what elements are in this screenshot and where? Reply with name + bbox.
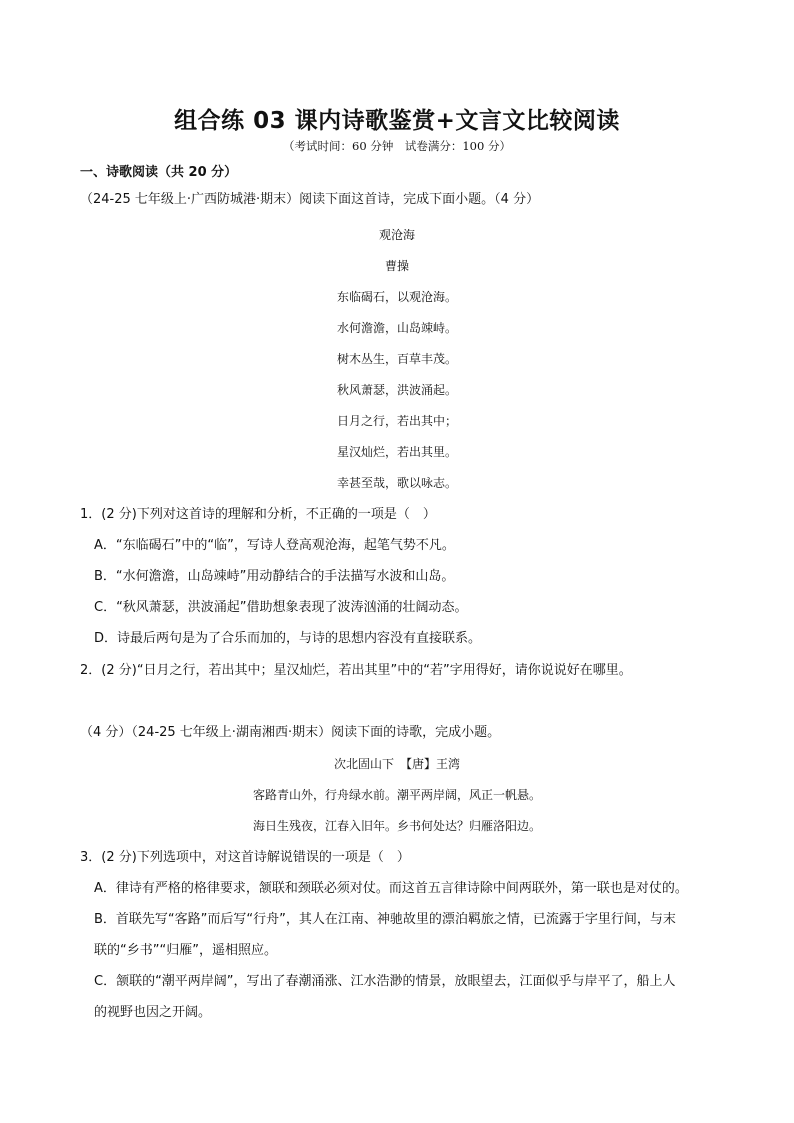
document-title: 组合练 03 课内诗歌鉴赏+文言文比较阅读 — [174, 108, 620, 134]
poem1-line: 树木丛生，百草丰茂。 — [336, 352, 457, 366]
question-3-option-c-cont: 的视野也因之开阔。 — [94, 1005, 212, 1020]
question-3-option-c: C．颔联的“潮平两岸阔”，写出了春潮涌涨、江水浩渺的情景，放眼望去，江面似乎与岸平了，船上人 — [94, 974, 676, 989]
question-3-option-b-cont: 联的“乡书”“归雁”，遥相照应。 — [94, 943, 277, 958]
poem1-title: 观沧海 — [378, 228, 415, 242]
poem1-line: 东临碣石，以观沧海。 — [336, 290, 457, 304]
question-1-option-b: B．“水何澹澹，山岛竦峙”用动静结合的手法描写水波和山岛。 — [94, 569, 455, 584]
poem1-line: 秋风萧瑟，洪波涌起。 — [336, 383, 457, 397]
question-1-option-d: D．诗最后两句是为了合乐而加的，与诗的思想内容没有直接联系。 — [94, 631, 482, 646]
poem1-line: 星汉灿烂，若出其里。 — [336, 445, 457, 459]
poem2-line: 海日生残夜，江春入旧年。乡书何处达？归雁洛阳边。 — [252, 819, 541, 833]
question-1-stem: 1．(2 分)下列对这首诗的理解和分析，不正确的一项是（ ） — [80, 507, 436, 522]
poem1-line: 幸甚至哉，歌以咏志。 — [336, 476, 457, 490]
question-2-stem: 2．(2 分)“日月之行，若出其中；星汉灿烂，若出其里”中的“若”字用得好，请你说说好在哪里。 — [80, 663, 632, 678]
poem1-line: 水何澹澹，山岛竦峙。 — [336, 321, 457, 335]
document-subtitle: （考试时间：60 分钟 试卷满分：100 分） — [283, 139, 511, 153]
question-3-stem: 3．(2 分)下列选项中，对这首诗解说错误的一项是（ ） — [80, 850, 410, 865]
poem1-line: 日月之行，若出其中； — [336, 414, 457, 428]
question-3-option-b: B．首联先写“客路”而后写“行舟”，其人在江南、神驰故里的漂泊羁旅之情，已流露于字里行间，与末 — [94, 912, 676, 927]
question-1-option-c: C．“秋风萧瑟，洪波涌起”借助想象表现了波涛汹涌的壮阔动态。 — [94, 600, 468, 615]
question-1-option-a: A．“东临碣石”中的“临”，写诗人登高观沧海，起笔气势不凡。 — [94, 538, 455, 553]
question-3-option-a: A．律诗有严格的格律要求，颔联和颈联必须对仗。而这首五言律诗除中间两联外，第一联也是对仗的。 — [94, 881, 688, 896]
section1-intro: （24-25 七年级上·广西防城港·期末）阅读下面这首诗，完成下面小题。（4 分） — [80, 192, 540, 207]
section2-intro: （4 分）（24-25 七年级上·湖南湘西·期末）阅读下面的诗歌，完成小题。 — [80, 725, 501, 740]
poem1-author: 曹操 — [384, 259, 409, 273]
poem2-line: 客路青山外，行舟绿水前。潮平两岸阔，风正一帆悬。 — [252, 788, 541, 802]
section-heading: 一、诗歌阅读（共 20 分） — [80, 165, 238, 180]
poem2-title: 次北固山下 【唐】王湾 — [333, 757, 460, 771]
